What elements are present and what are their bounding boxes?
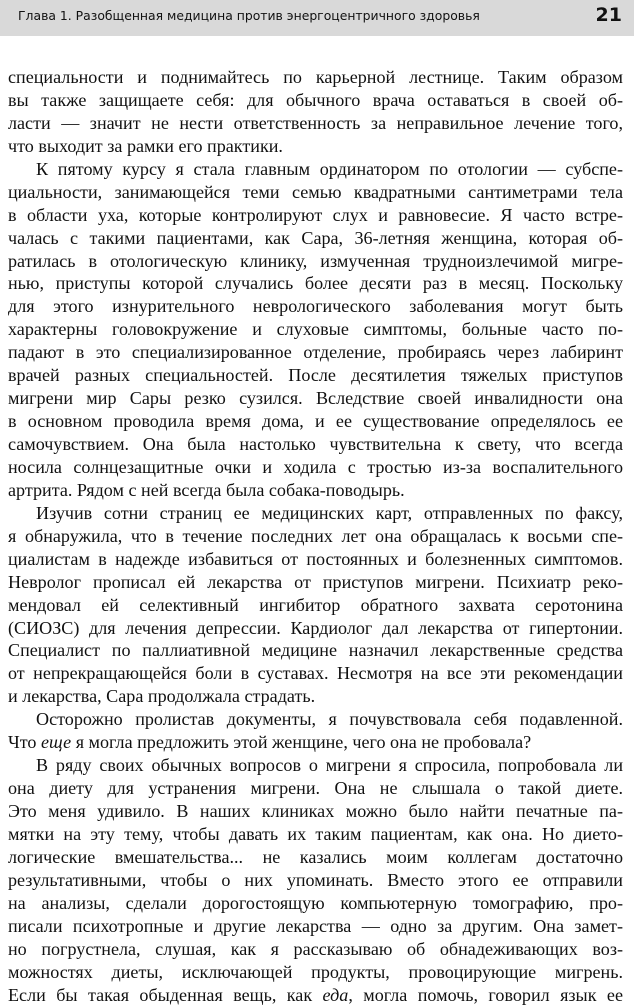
- running-header: [0, 0, 634, 36]
- text-line: ласти — значит не нести ответственность за неправильное лечение того,: [8, 112, 623, 135]
- text-line: результативными, чтобы о них упоминать. Вместо этого ее отправили: [8, 869, 623, 892]
- emphasis-text: еда: [323, 985, 349, 1005]
- text-line: от непрекращающейся боли в суставах. Несмотря на все эти рекомендации: [8, 662, 623, 685]
- text-line: для этого изнурительного неврологического заболевания могут быть: [8, 295, 623, 318]
- paragraph-first-line: Осторожно пролистав документы, я почувствовала себя подавленной.: [8, 708, 623, 731]
- text-line: характерны головокружение и слуховые симптомы, больные часто по-: [8, 318, 623, 341]
- text-line: Невролог прописал ей лекарства от приступов мигрени. Психиатр реко-: [8, 571, 623, 594]
- text-line: но погрустнела, слушая, как я рассказываю об обнадеживающих воз-: [8, 938, 623, 961]
- chapter-title: Глава 1. Разобщенная медицина против энергоцентричного здоровья: [18, 8, 480, 23]
- paragraph-first-line: В ряду своих обычных вопросов о мигрени я спросила, попробовала ли: [8, 754, 623, 777]
- text-segment: , могла помочь, говорил язык ее: [348, 985, 623, 1005]
- text-segment: я могла предложить этой женщине, чего она не пробовала?: [71, 732, 531, 752]
- text-line: ратилась в отологическую клинику, измученная трудноизлечимой мигре-: [8, 250, 623, 273]
- text-line: мятки на эту тему, чтобы давать их таким пациентам, как она. Но дието-: [8, 823, 623, 846]
- text-segment: Если бы такая обыденная вещь, как: [8, 985, 323, 1005]
- text-line: логические вмешательства... не казались моим коллегам достаточно: [8, 846, 623, 869]
- text-line: вы также защищаете себя: для обычного врача оставаться в своей об-: [8, 89, 623, 112]
- text-line: чалась с такими пациентами, как Сара, 36-летняя женщина, которая об-: [8, 227, 623, 250]
- text-line: и лекарства, Сара продолжала страдать.: [8, 685, 623, 708]
- text-line: (СИОЗС) для лечения депрессии. Кардиолог дал лекарства от гипертонии.: [8, 617, 623, 640]
- text-segment: Что: [8, 732, 41, 752]
- paragraph-first-line: Изучив сотни страниц ее медицинских карт, отправленных по факсу,: [8, 502, 623, 525]
- body-text: [8, 66, 623, 1006]
- text-line: артрита. Рядом с ней всегда была собака-поводырь.: [8, 479, 623, 502]
- text-line: на анализы, сделали дорогостоящую компьютерную томографию, про-: [8, 892, 623, 915]
- page-number: 21: [596, 4, 622, 26]
- text-line: циальности, занимающейся теми семью квадратными сантиметрами тела: [8, 181, 623, 204]
- text-line: можностях диеты, исключающей продукты, провоцирующие мигрень.: [8, 961, 623, 984]
- text-line: что выходит за рамки его практики.: [8, 135, 623, 158]
- text-line: носила солнцезащитные очки и ходила с тростью из-за воспалительного: [8, 456, 623, 479]
- text-line: в области уха, которые контролируют слух и равновесие. Я часто встре-: [8, 204, 623, 227]
- text-line: самочувствием. Она была настолько чувствительна к свету, что всегда: [8, 433, 623, 456]
- text-line: нью, приступы которой случались более десяти раз в месяц. Поскольку: [8, 272, 623, 295]
- text-line: специальности и поднимайтесь по карьерной лестнице. Таким образом: [8, 66, 623, 89]
- text-line: писали психотропные и другие лекарства — одно за другим. Она замет-: [8, 915, 623, 938]
- text-line: Это меня удивило. В наших клиниках можно было найти печатные па-: [8, 800, 623, 823]
- text-line: врачей разных специальностей. После десятилетия тяжелых приступов: [8, 364, 623, 387]
- text-line: падают в это специализированное отделение, пробираясь через лабиринт: [8, 341, 623, 364]
- text-line: мигрени мир Сары резко сузился. Вследствие своей инвалидности она: [8, 387, 623, 410]
- text-line: циалистам в надежде избавиться от постоянных и болезненных симптомов.: [8, 548, 623, 571]
- text-line: она диету для устранения мигрени. Она не слышала о такой диете.: [8, 777, 623, 800]
- text-line: я обнаружила, что в течение последних лет она обращалась к восьми спе-: [8, 525, 623, 548]
- text-line: в основном проводила время дома, и ее существование определялось ее: [8, 410, 623, 433]
- text-line: мендовал ей селективный ингибитор обратного захвата серотонина: [8, 594, 623, 617]
- text-line: Специалист по паллиативной медицине назначил лекарственные средства: [8, 639, 623, 662]
- emphasis-text: еще: [41, 732, 71, 752]
- text-line: [8, 984, 623, 1006]
- paragraph-first-line: К пятому курсу я стала главным ординатором по отологии — субспе-: [8, 158, 623, 181]
- text-line: [8, 731, 623, 754]
